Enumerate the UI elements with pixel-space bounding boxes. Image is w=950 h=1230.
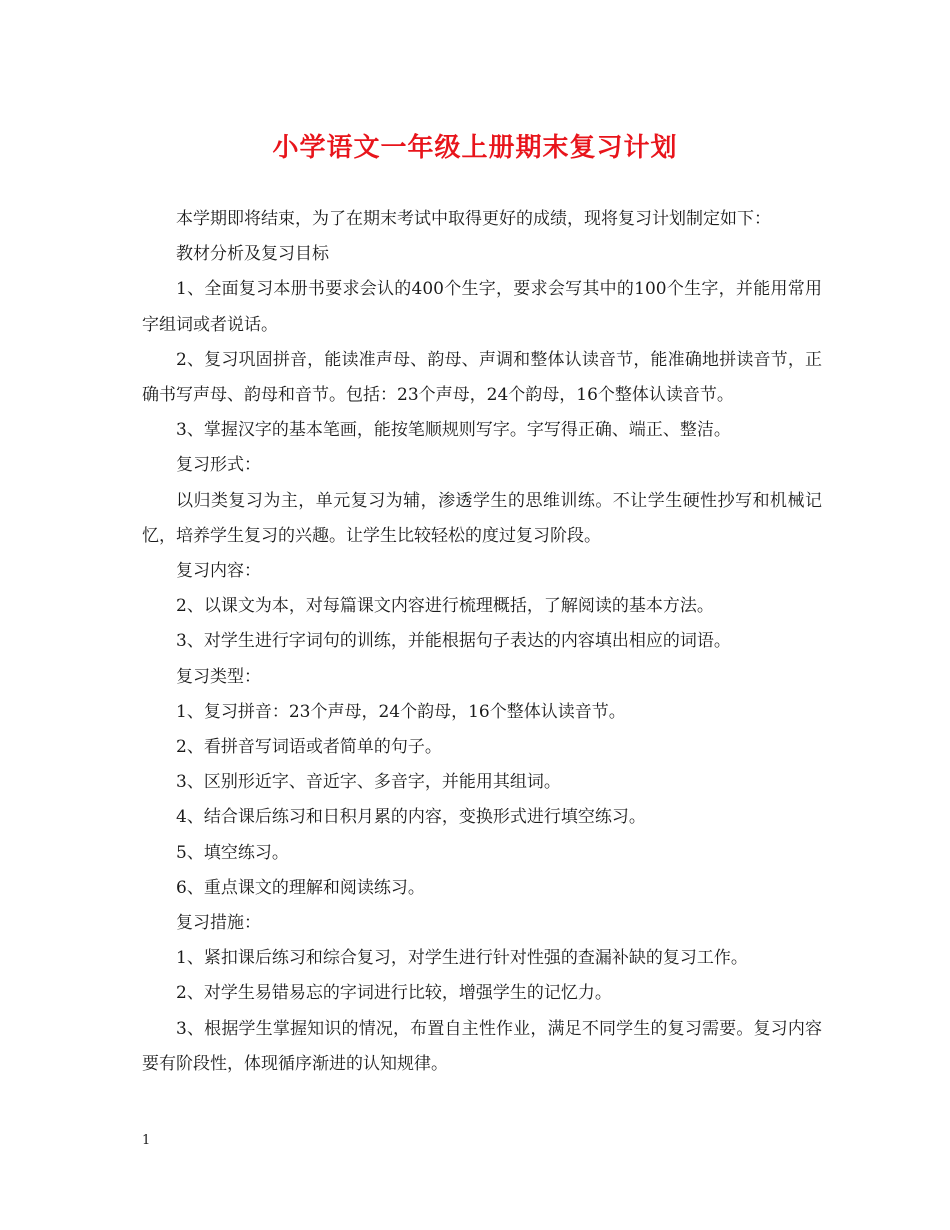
paragraph-type-2: 2、看拼音写词语或者简单的句子。	[176, 737, 442, 758]
document-title: 小学语文一年级上册期末复习计划	[272, 133, 678, 163]
document-body	[142, 202, 822, 1082]
paragraph-goal-2: 2、复习巩固拼音，能读准声母、韵母、声调和整体认读音节，能准确地拼读音节，正确书写声母、韵母和音节。包括：23个声母，24个韵母，16个整体认读音节。	[142, 349, 822, 406]
paragraph-type-1: 1、复习拼音：23个声母，24个韵母，16个整体认读音节。	[176, 701, 626, 722]
paragraph-content-3: 3、对学生进行字词句的训练，并能根据句子表达的内容填出相应的词语。	[176, 631, 731, 652]
paragraph-type-6: 6、重点课文的理解和阅读练习。	[176, 877, 425, 898]
paragraph-review-form: 以归类复习为主，单元复习为辅，渗透学生的思维训练。不让学生硬性抄写和机械记忆，培养学生复习的兴趣。让学生比较轻松的度过复习阶段。	[142, 490, 822, 546]
page-number: 1	[142, 1133, 151, 1148]
paragraph-content-2: 2、以课文为本，对每篇课文内容进行梳理概括，了解阅读的基本方法。	[176, 596, 714, 617]
paragraph-goal-1: 1、全面复习本册书要求会认的400个生字，要求会写其中的100个生字，并能用常用字组词或者说话。	[142, 279, 822, 335]
paragraph-type-4: 4、结合课后练习和日积月累的内容，变换形式进行填空练习。	[176, 807, 646, 828]
heading-review-content: 复习内容：	[176, 561, 261, 582]
paragraph-measure-3: 3、根据学生掌握知识的情况，布置自主性作业，满足不同学生的复习需要。复习内容要有阶段性，体现循序渐进的认知规律。	[142, 1018, 822, 1074]
paragraph-goal-3: 3、掌握汉字的基本笔画，能按笔顺规则写字。字写得正确、端正、整洁。	[176, 420, 731, 441]
paragraph-measure-2: 2、对学生易错易忘的字词进行比较，增强学生的记忆力。	[176, 983, 612, 1004]
heading-review-form: 复习形式：	[176, 455, 261, 476]
paragraph-measure-1: 1、紧扣课后练习和综合复习，对学生进行针对性强的查漏补缺的复习工作。	[176, 948, 748, 969]
paragraph-intro: 本学期即将结束，为了在期末考试中取得更好的成绩，现将复习计划制定如下：	[176, 209, 771, 229]
paragraph-type-3: 3、区别形近字、音近字、多音字，并能用其组词。	[176, 772, 561, 793]
paragraph-type-5: 5、填空练习。	[176, 842, 289, 863]
heading-textbook-analysis: 教材分析及复习目标	[176, 244, 329, 265]
heading-review-measures: 复习措施：	[176, 913, 261, 934]
heading-review-types: 复习类型：	[176, 666, 261, 687]
